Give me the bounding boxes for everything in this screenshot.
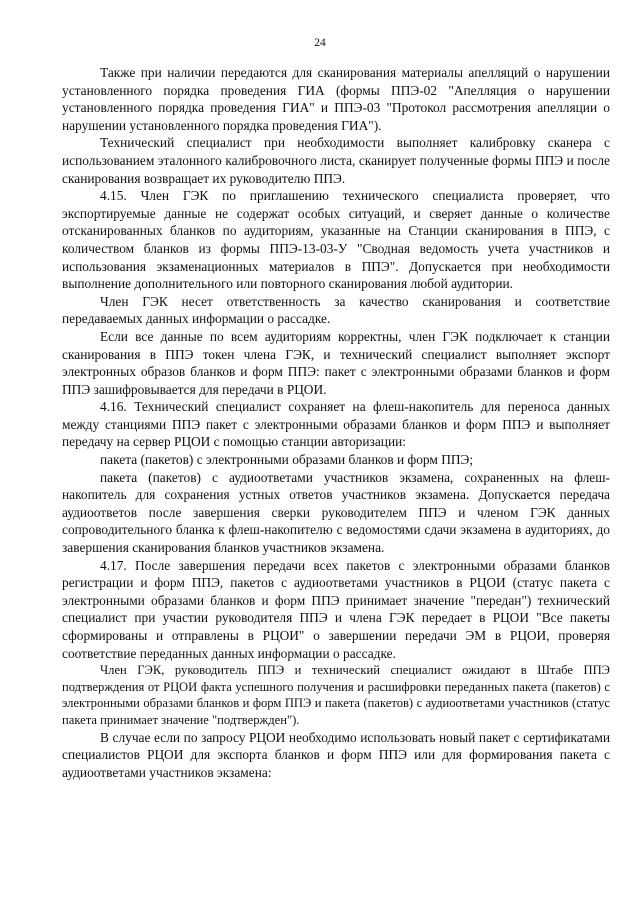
paragraph-token-export: Если все данные по всем аудиториям корректны, член ГЭК подключает к станции сканирования в ППЭ токен члена ГЭК, и технический специалист выполняет экспорт электронных образов бланков и форм ППЭ: пакет с электронными образами бланков и форм ППЭ зашифровывается для передачи в РЦОИ. (62, 328, 610, 397)
paragraph-new-certificate-package: В случае если по запросу РЦОИ необходимо использовать новый пакет с сертификатами специалистов РЦОИ для экспорта бланков и форм ППЭ или для формирования пакета с аудиоответами участников экзамена: (62, 729, 610, 780)
page-number: 24 (314, 37, 326, 49)
paragraph-scanner-calibration: Технический специалист при необходимости выполняет калибровку сканера с использованием эталонного калибровочного листа, сканирует полученные формы ППЭ и после сканирования возвращает их руководителю ППЭ. (62, 135, 610, 186)
paragraph-section-4-16: 4.16. Технический специалист сохраняет на флеш-накопитель для переноса данных между станциями ППЭ пакет с электронными образами бланков и форм ППЭ и выполняет передачу на сервер РЦОИ с помощью станции авторизации: (62, 399, 610, 450)
paragraph-package-images: пакета (пакетов) с электронными образами бланков и форм ППЭ; (100, 452, 474, 468)
document-body (62, 64, 610, 781)
paragraph-section-4-17: 4.17. После завершения передачи всех пакетов с электронными образами бланков регистрации и форм ППЭ, пакетов с аудиоответами участников в РЦОИ (статус пакета с электронными образами бланков и форм ППЭ принимает значение "передан") технический специалист при участии руководителя ППЭ и члена ГЭК передает в РЦОИ "Все пакеты сформированы и отправлены в РЦОИ" о завершении передачи ЭМ в РЦОИ, проверяя соответствие переданных данных информации о рассадке. (62, 557, 610, 661)
paragraph-package-audio: пакета (пакетов) с аудиоответами участников экзамена, сохраненных на флеш-накопитель для сохранения устных ответов участников экзамена. Допускается передача аудиоответов после завершения сверки руководителем ППЭ и членом ГЭК данных сопроводительного бланка к флеш-накопителю с ведомостями сдачи экзамена в аудиториях, до завершения сканирования бланков участников экзамена. (62, 469, 610, 556)
paragraph-await-confirmation: Член ГЭК, руководитель ППЭ и технический специалист ожидают в Штабе ППЭ подтверждения от РЦОИ факта успешного получения и расшифровки переданных пакета (пакетов) с электронными образами бланков и форм ППЭ и пакета (пакетов) с аудиоответами участников (статус пакета принимает значение "подтвержден"). (62, 663, 610, 727)
paragraph-section-4-15: 4.15. Член ГЭК по приглашению технического специалиста проверяет, что экспортируемые данные не содержат особых ситуаций, и сверяет данные о количестве отсканированных бланков по аудиториям, указанные на Станции сканирования в ППЭ, с количеством бланков из формы ППЭ-13-03-У "Сводная ведомость учета участников и использования экзаменационных материалов в ППЭ". Допускается при необходимости выполнение дополнительного или повторного сканирования любой аудитории. (62, 188, 610, 292)
paragraph-appeal-materials: Также при наличии передаются для сканирования материалы апелляций о нарушении установленного порядка проведения ГИА (формы ППЭ-02 "Апелляция о нарушении установленного порядка проведения ГИА" и ППЭ-03 "Протокол рассмотрения апелляции о нарушении установленного порядка проведения ГИА"). (62, 65, 610, 133)
paragraph-gek-responsibility: Член ГЭК несет ответственность за качество сканирования и соответствие передаваемых данных информации о рассадке. (62, 293, 610, 327)
